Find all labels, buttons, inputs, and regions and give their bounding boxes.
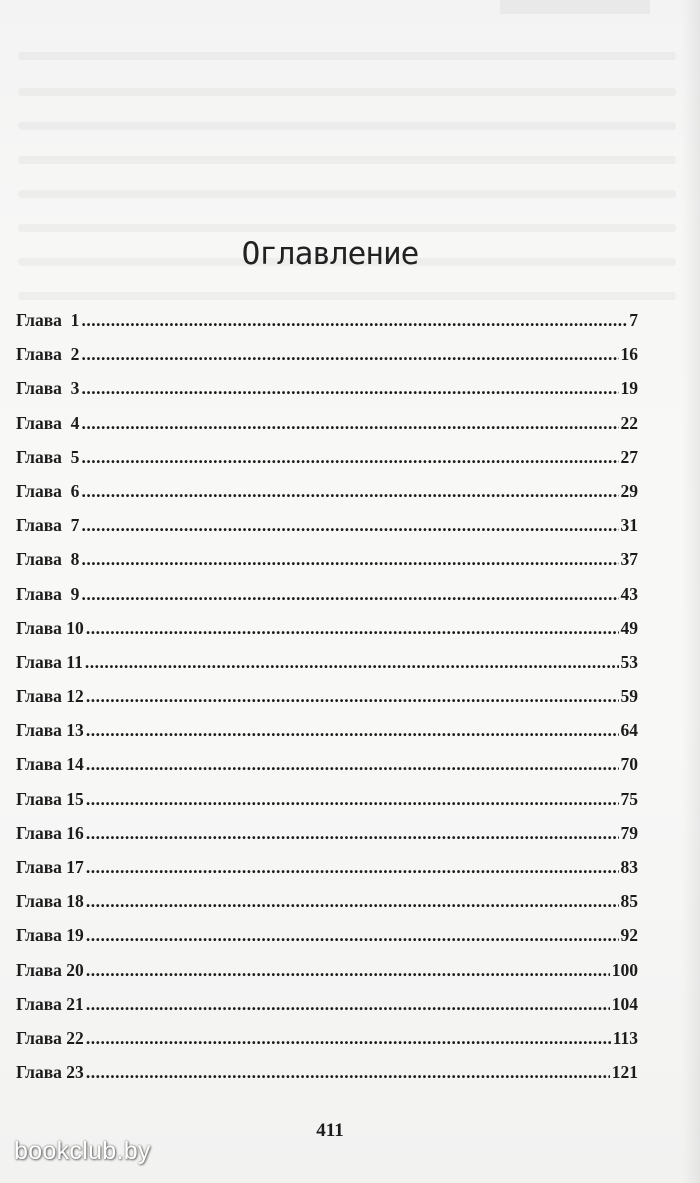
chapter-label: Глава 2 <box>16 344 80 365</box>
toc-entry <box>16 584 638 618</box>
chapter-page-number: 7 <box>629 310 638 330</box>
chapter-label: Глава 22 <box>16 1027 84 1048</box>
chapter-page-number: 75 <box>620 788 638 809</box>
chapter-page-number: 121 <box>611 1062 638 1083</box>
page-title: Оглавление <box>241 236 419 272</box>
chapter-page-number: 53 <box>620 651 638 672</box>
chapter-label: Глава 1 <box>16 310 80 330</box>
toc-entry <box>16 481 638 515</box>
chapter-label: Глава 7 <box>16 515 80 536</box>
toc-entry <box>16 378 638 412</box>
chapter-page-number: 85 <box>620 891 638 912</box>
dot-leader <box>86 789 619 810</box>
toc-entry <box>16 891 638 925</box>
toc-entry <box>16 310 638 344</box>
toc-entry <box>16 686 638 720</box>
chapter-label: Глава 17 <box>16 857 84 877</box>
dot-leader <box>81 515 618 536</box>
toc-entry <box>16 823 638 857</box>
toc-entry <box>16 994 638 1028</box>
dot-leader <box>85 652 619 673</box>
dot-leader <box>81 584 618 605</box>
show-through-line <box>18 190 676 198</box>
toc-entry <box>16 618 638 652</box>
chapter-page-number: 92 <box>620 925 638 946</box>
chapter-label: Глава 8 <box>16 549 80 570</box>
dot-leader <box>86 618 619 639</box>
chapter-label: Глава 3 <box>16 378 80 399</box>
chapter-label: Глава 10 <box>16 617 84 638</box>
dot-leader <box>86 994 610 1015</box>
dot-leader <box>81 481 618 502</box>
dot-leader <box>81 344 618 365</box>
chapter-label: Глава 18 <box>16 891 84 912</box>
toc-entry <box>16 515 638 549</box>
show-through-line <box>18 52 676 60</box>
chapter-page-number: 16 <box>620 344 638 365</box>
dot-leader <box>86 925 619 946</box>
dot-leader <box>86 686 619 707</box>
chapter-page-number: 22 <box>620 412 638 433</box>
show-through-mark <box>500 0 650 14</box>
dot-leader <box>86 720 619 741</box>
chapter-page-number: 113 <box>612 1027 638 1048</box>
chapter-label: Глава 23 <box>16 1062 84 1083</box>
toc-entry <box>16 1028 638 1062</box>
show-through-line <box>18 122 676 130</box>
chapter-label: Глава 4 <box>16 412 80 433</box>
chapter-page-number: 27 <box>620 446 638 467</box>
toc-entry <box>16 549 638 583</box>
chapter-label: Глава 13 <box>16 720 84 741</box>
toc-entry <box>16 857 638 891</box>
chapter-page-number: 104 <box>611 993 638 1014</box>
chapter-page-number: 79 <box>620 822 638 843</box>
chapter-label: Глава 20 <box>16 959 84 980</box>
chapter-label: Глава 6 <box>16 480 80 501</box>
chapter-page-number: 100 <box>611 959 638 980</box>
chapter-label: Глава 11 <box>16 651 83 672</box>
page-number: 411 <box>316 1120 344 1141</box>
chapter-page-number: 29 <box>620 480 638 501</box>
chapter-label: Глава 16 <box>16 822 84 843</box>
chapter-page-number: 64 <box>620 720 638 741</box>
chapter-label: Глава 15 <box>16 788 84 809</box>
toc-entry <box>16 754 638 788</box>
show-through-line <box>18 292 676 300</box>
chapter-label: Глава 12 <box>16 686 84 707</box>
toc-entry <box>16 344 638 378</box>
dot-leader <box>81 413 618 434</box>
show-through-line <box>18 224 676 232</box>
chapter-label: Глава 19 <box>16 925 84 946</box>
watermark: bookclub.by <box>14 1137 151 1165</box>
chapter-page-number: 19 <box>620 378 638 399</box>
toc-entry <box>16 925 638 959</box>
chapter-page-number: 59 <box>620 686 638 707</box>
show-through-line <box>18 156 676 164</box>
dot-leader <box>81 378 618 399</box>
toc-entry <box>16 720 638 754</box>
toc-entry <box>16 413 638 447</box>
dot-leader <box>86 960 610 981</box>
dot-leader <box>81 549 618 570</box>
toc-entry <box>16 447 638 481</box>
chapter-page-number: 49 <box>620 617 638 638</box>
chapter-page-number: 31 <box>620 515 638 536</box>
chapter-page-number: 70 <box>620 754 638 775</box>
dot-leader <box>86 857 619 878</box>
chapter-page-number: 37 <box>620 549 638 570</box>
dot-leader <box>81 310 627 331</box>
toc-entry <box>16 960 638 994</box>
table-of-contents <box>16 310 638 1096</box>
toc-entry <box>16 789 638 823</box>
dot-leader <box>86 823 619 844</box>
dot-leader <box>86 1062 610 1083</box>
toc-entry <box>16 1062 638 1096</box>
toc-entry <box>16 652 638 686</box>
dot-leader <box>86 891 619 912</box>
page-edge-shadow <box>682 0 700 1183</box>
dot-leader <box>86 754 619 775</box>
dot-leader <box>81 447 618 468</box>
chapter-page-number: 43 <box>620 583 638 604</box>
show-through-line <box>18 88 676 96</box>
dot-leader <box>86 1028 611 1049</box>
chapter-label: Глава 14 <box>16 754 84 775</box>
chapter-page-number: 83 <box>620 857 638 877</box>
chapter-label: Глава 21 <box>16 993 84 1014</box>
chapter-label: Глава 5 <box>16 446 80 467</box>
chapter-label: Глава 9 <box>16 583 80 604</box>
